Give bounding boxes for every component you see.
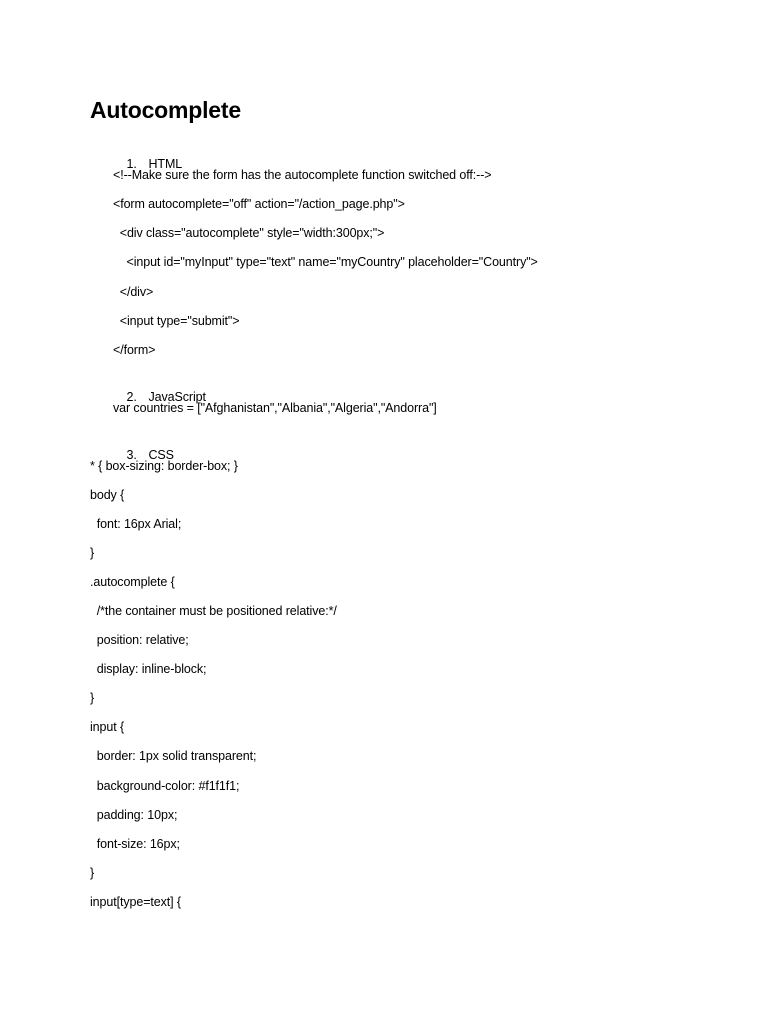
section-number: 2. [126,390,137,404]
section-label: CSS [148,448,174,462]
section-label: HTML [148,157,183,171]
css-code-line: border: 1px solid transparent; [90,749,257,763]
css-code-line: } [90,691,95,705]
css-code-line: /*the container must be positioned relative:*/ [90,604,337,618]
js-code-line: var countries = ["Afghanistan","Albania","Algeria","Andorra"] [113,401,437,415]
css-code-line: font: 16px Arial; [90,517,182,531]
html-code-line: <form autocomplete="off" action="/action_page.php"> [113,197,405,211]
css-code-line: display: inline-block; [90,662,207,676]
html-code-line: <div class="autocomplete" style="width:300px;"> [113,226,385,240]
html-code-line: <!--Make sure the form has the autocomplete function switched off:--> [113,168,492,182]
section-label: JavaScript [148,390,206,404]
css-code-line: * { box-sizing: border-box; } [90,459,238,473]
css-code-line: body { [90,488,125,502]
css-code-line: input { [90,720,125,734]
html-code-line: </div> [113,285,154,299]
css-code-line: background-color: #f1f1f1; [90,779,240,793]
document-title: Autocomplete [90,97,241,123]
section-number: 1. [126,157,137,171]
css-code-line: font-size: 16px; [90,837,180,851]
html-code-line: <input type="submit"> [113,314,240,328]
html-code-line: <input id="myInput" type="text" name="myCountry" placeholder="Country"> [113,255,538,269]
section-number: 3. [126,448,137,462]
css-code-line: } [90,546,95,560]
css-code-line: .autocomplete { [90,575,175,589]
css-code-line: position: relative; [90,633,189,647]
css-code-line: } [90,866,95,880]
css-code-line: input[type=text] { [90,895,181,909]
html-code-line: </form> [113,343,156,357]
css-code-line: padding: 10px; [90,808,178,822]
